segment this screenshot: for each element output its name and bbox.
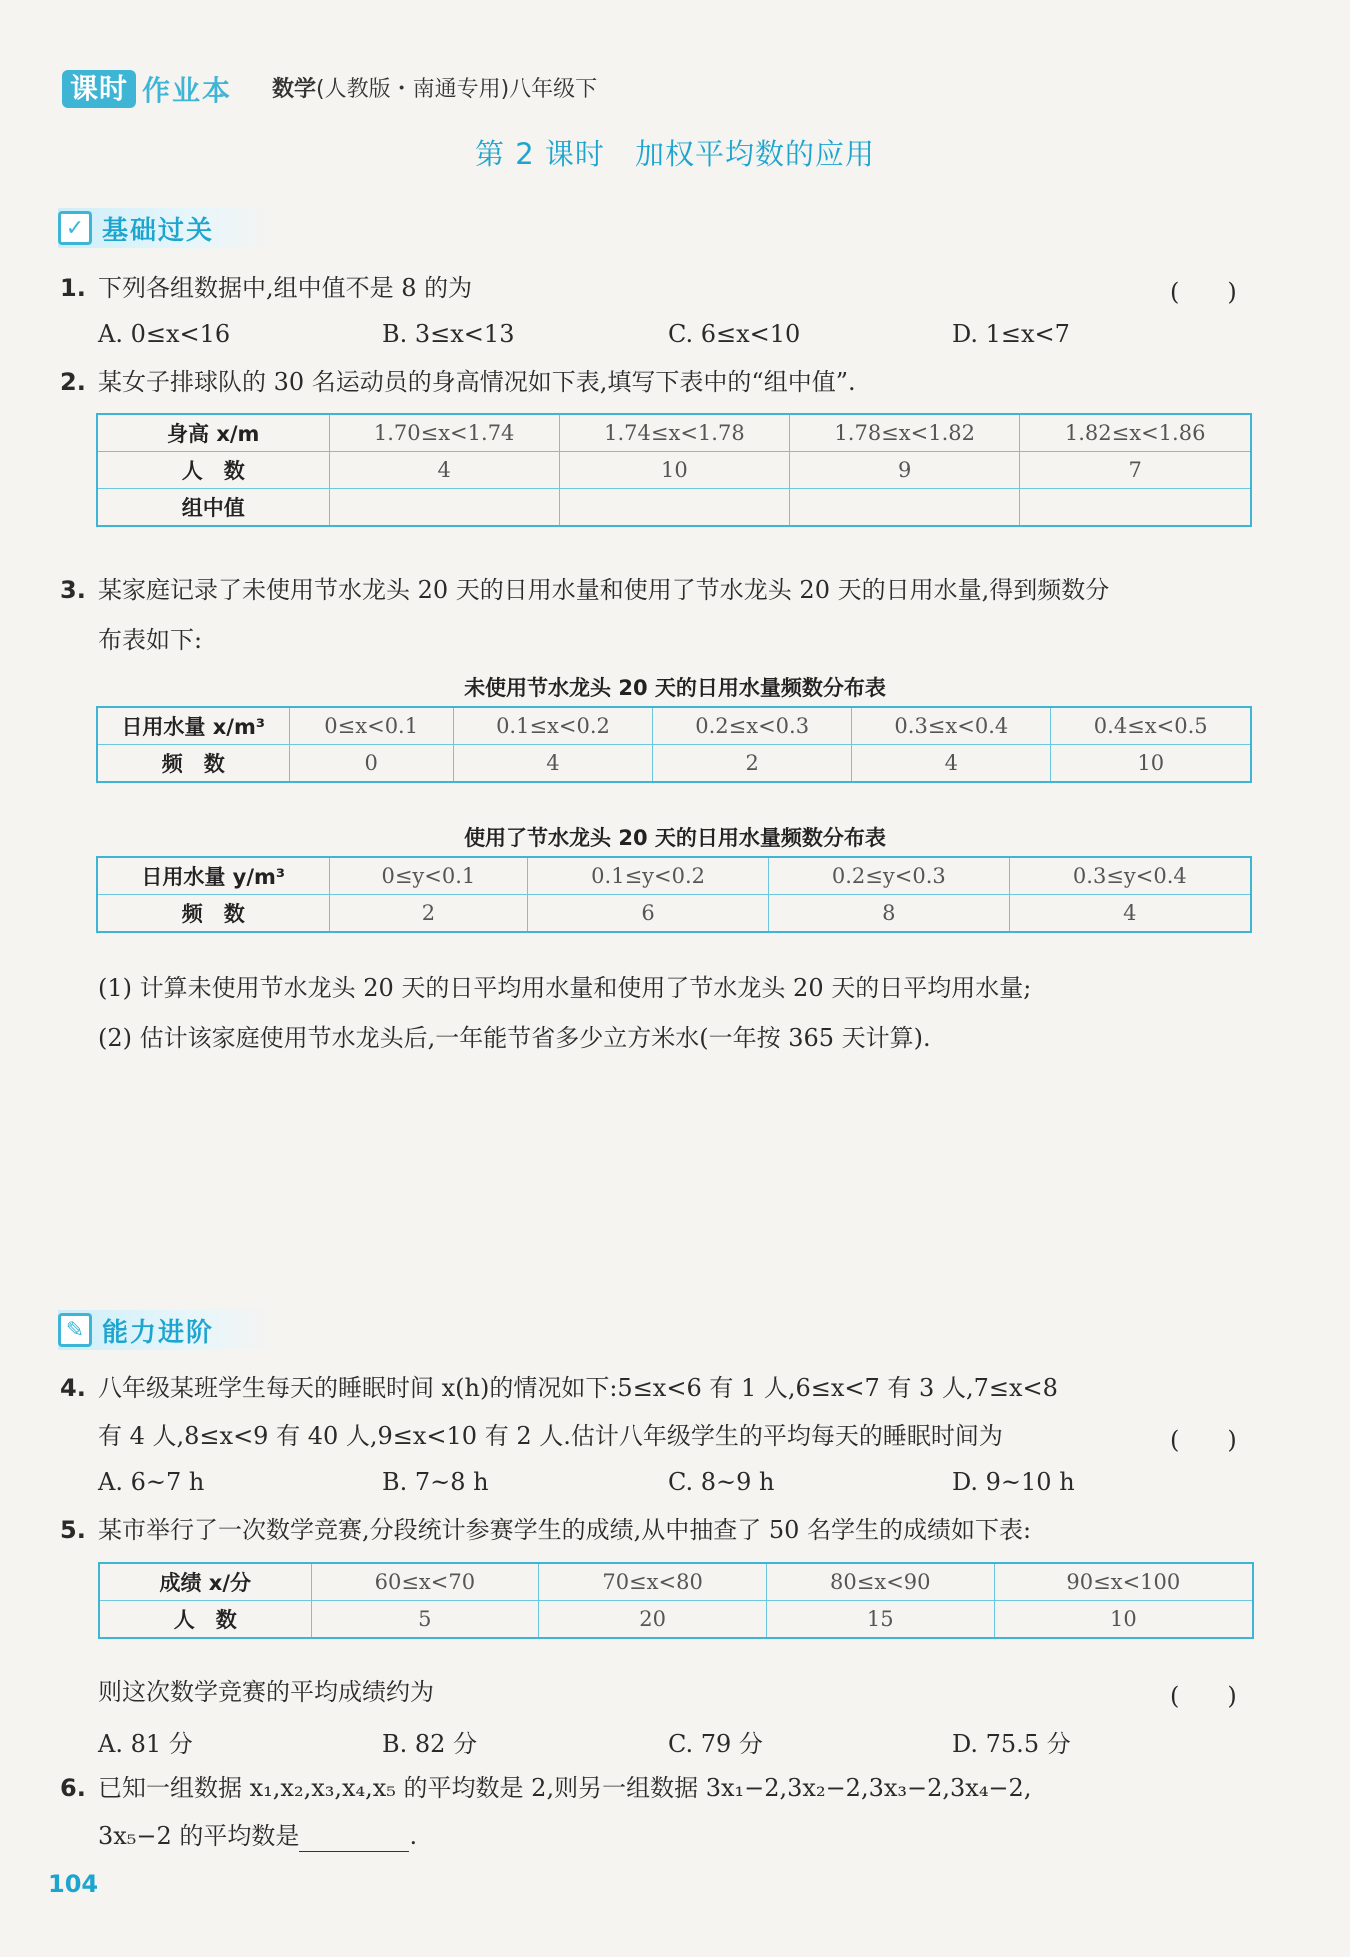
question-text: 下列各组数据中,组中值不是 8 的为	[98, 274, 473, 302]
row-header: 日用水量 y/m³	[97, 857, 329, 895]
question-4-cont: 有 4 人,8≤x<9 有 40 人,9≤x<10 有 2 人.估计八年级学生的平均每天的睡眠时间为	[98, 1422, 1003, 1450]
row-header: 人 数	[97, 452, 329, 489]
table-cell: 10	[559, 452, 789, 489]
section-banner-advanced	[58, 1310, 274, 1350]
period: .	[409, 1822, 418, 1850]
question-6	[60, 1772, 1031, 1804]
table-row	[97, 414, 1251, 452]
table-row	[99, 1563, 1253, 1601]
row-header: 频 数	[97, 895, 329, 933]
section-title-basic: 基础过关	[102, 215, 215, 246]
brand-box: 课时	[62, 70, 136, 108]
table-cell: 2	[329, 895, 528, 933]
table-row	[97, 895, 1251, 933]
table-cell: 1.82≤x<1.86	[1020, 414, 1251, 452]
sub-question-1: (1) 计算未使用节水龙头 20 天的日平均用水量和使用了节水龙头 20 天的日平均用水量;	[98, 974, 1032, 1002]
answer-cell[interactable]	[790, 489, 1020, 527]
row-header: 身高 x/m	[97, 414, 329, 452]
table-cell: 0.3≤y<0.4	[1009, 857, 1251, 895]
table-cell: 60≤x<70	[311, 1563, 539, 1601]
option-b: B. 3≤x<13	[382, 320, 515, 348]
lesson-number: 第 2 课时	[475, 137, 605, 171]
table-cell: 1.78≤x<1.82	[790, 414, 1020, 452]
height-table	[96, 413, 1252, 527]
table-row	[99, 1601, 1253, 1639]
option-d: D. 9~10 h	[952, 1468, 1075, 1496]
edition: (人教版・南通专用)八年级下	[316, 77, 598, 102]
table-cell: 15	[766, 1601, 994, 1639]
question-3-cont: 布表如下:	[98, 626, 203, 654]
table-cell: 1.74≤x<1.78	[559, 414, 789, 452]
option-c: C. 8~9 h	[668, 1468, 775, 1496]
option-c: C. 6≤x<10	[668, 320, 801, 348]
table-cell: 0≤x<0.1	[289, 707, 453, 745]
row-header: 组中值	[97, 489, 329, 527]
brand-logo	[62, 70, 232, 108]
question-number: 3.	[60, 576, 86, 604]
question-5	[60, 1514, 1031, 1546]
table-cell: 4	[329, 452, 559, 489]
answer-cell[interactable]	[1020, 489, 1251, 527]
table-cell: 2	[653, 745, 852, 783]
option-a: A. 81 分	[98, 1730, 193, 1758]
table-cell: 0.1≤y<0.2	[528, 857, 769, 895]
answer-paren: ( )	[1170, 278, 1237, 306]
pencil-icon: ✎	[58, 1313, 92, 1347]
question-4	[60, 1372, 1058, 1404]
table-cell: 80≤x<90	[766, 1563, 994, 1601]
question-6-cont	[98, 1820, 417, 1852]
row-header: 成绩 x/分	[99, 1563, 311, 1601]
table-cell: 1.70≤x<1.74	[329, 414, 559, 452]
table-cell: 0.3≤x<0.4	[852, 707, 1051, 745]
row-header: 人 数	[99, 1601, 311, 1639]
answer-cell[interactable]	[329, 489, 559, 527]
answer-blank[interactable]	[299, 1829, 409, 1852]
table-cell: 6	[528, 895, 769, 933]
page-number: 104	[48, 1870, 99, 1898]
table-cell: 4	[852, 745, 1051, 783]
option-c: C. 79 分	[668, 1730, 763, 1758]
table-cell: 0.2≤y<0.3	[768, 857, 1009, 895]
table-cell: 0.2≤x<0.3	[653, 707, 852, 745]
table-cell: 0.4≤x<0.5	[1051, 707, 1251, 745]
table-cell: 5	[311, 1601, 539, 1639]
table-cell: 4	[1009, 895, 1251, 933]
question-2	[60, 366, 856, 398]
section-title-advanced: 能力进阶	[102, 1317, 215, 1348]
table-row	[97, 745, 1251, 783]
sub-question-2: (2) 估计该家庭使用节水龙头后,一年能节省多少立方米水(一年按 365 天计算).	[98, 1024, 931, 1052]
table-cell: 4	[453, 745, 652, 783]
table-caption: 使用了节水龙头 20 天的日用水量频数分布表	[464, 826, 886, 850]
question-number: 6.	[60, 1774, 86, 1802]
book-info	[272, 72, 597, 103]
question-text: 已知一组数据 x₁,x₂,x₃,x₄,x₅ 的平均数是 2,则另一组数据 3x₁−2,3x₂−2,3x₃−2,3x₄−2,	[98, 1774, 1032, 1802]
table-cell: 10	[994, 1601, 1253, 1639]
question-number: 1.	[60, 274, 86, 302]
subject: 数学	[272, 77, 317, 102]
water-table-after	[96, 856, 1252, 933]
option-a: A. 6~7 h	[98, 1468, 205, 1496]
table-cell: 90≤x<100	[994, 1563, 1253, 1601]
question-text: 某女子排球队的 30 名运动员的身高情况如下表,填写下表中的“组中值”.	[98, 368, 856, 396]
brand-text: 作业本	[142, 74, 233, 107]
score-table	[98, 1562, 1254, 1639]
water-table-before	[96, 706, 1252, 783]
question-number: 2.	[60, 368, 86, 396]
lesson-title	[0, 132, 1350, 173]
table-row	[97, 489, 1251, 527]
row-header: 日用水量 x/m³	[97, 707, 289, 745]
question-text: 3x₅−2 的平均数是	[98, 1822, 300, 1850]
table-cell: 9	[790, 452, 1020, 489]
option-a: A. 0≤x<16	[98, 320, 231, 348]
question-text: 某市举行了一次数学竞赛,分段统计参赛学生的成绩,从中抽查了 50 名学生的成绩如下表:	[98, 1516, 1032, 1544]
option-d: D. 75.5 分	[952, 1730, 1071, 1758]
table-row	[97, 857, 1251, 895]
question-number: 4.	[60, 1374, 86, 1402]
table-cell: 20	[539, 1601, 767, 1639]
option-d: D. 1≤x<7	[952, 320, 1070, 348]
table-cell: 0.1≤x<0.2	[453, 707, 652, 745]
lesson-name: 加权平均数的应用	[634, 137, 875, 171]
row-header: 频 数	[97, 745, 289, 783]
option-b: B. 7~8 h	[382, 1468, 489, 1496]
table-caption: 未使用节水龙头 20 天的日用水量频数分布表	[464, 676, 886, 700]
question-5-follow: 则这次数学竞赛的平均成绩约为	[98, 1678, 434, 1706]
table-row	[97, 707, 1251, 745]
answer-paren: ( )	[1170, 1426, 1237, 1454]
table-cell: 10	[1051, 745, 1251, 783]
question-number: 5.	[60, 1516, 86, 1544]
question-text: 八年级某班学生每天的睡眠时间 x(h)的情况如下:5≤x<6 有 1 人,6≤x<7 有 3 人,7≤x<8	[98, 1374, 1058, 1402]
table-cell: 7	[1020, 452, 1251, 489]
question-3	[60, 574, 1109, 606]
option-b: B. 82 分	[382, 1730, 478, 1758]
table-cell: 8	[768, 895, 1009, 933]
checkbox-icon: ✓	[58, 211, 92, 245]
table-cell: 0≤y<0.1	[329, 857, 528, 895]
table-cell: 70≤x<80	[539, 1563, 767, 1601]
question-1	[60, 272, 472, 304]
section-banner-basic	[58, 208, 274, 248]
answer-cell[interactable]	[559, 489, 789, 527]
question-text: 某家庭记录了未使用节水龙头 20 天的日用水量和使用了节水龙头 20 天的日用水量,得到频数分	[98, 576, 1110, 604]
table-row	[97, 452, 1251, 489]
answer-paren: ( )	[1170, 1682, 1237, 1710]
table-cell: 0	[289, 745, 453, 783]
